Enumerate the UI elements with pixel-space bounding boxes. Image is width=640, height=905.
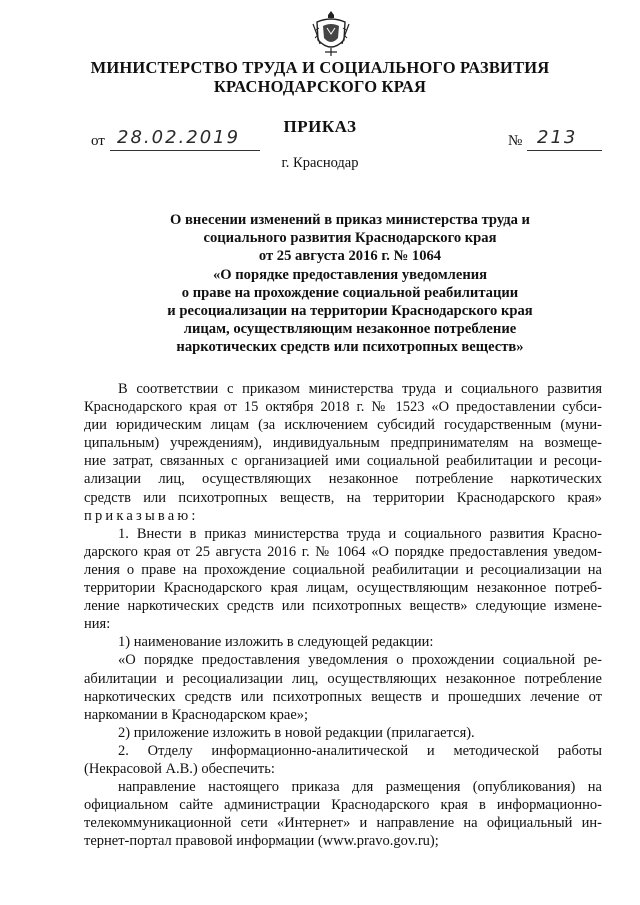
- body-line: дии юридическим лицам (за исключением субсидий государственным (муни-: [84, 417, 602, 434]
- body-line: тернет-портал правовой информации (www.pravo.gov.ru);: [84, 833, 439, 850]
- body-line: дарского края от 25 августа 2016 г. № 1064 «О порядке предоставления уведом-: [84, 543, 602, 560]
- body-line: средств или психотропных веществ, на территории Краснодарского края»: [84, 489, 602, 506]
- body-line: 1. Внести в приказ министерства труда и социального развития Красно-: [118, 525, 602, 542]
- document-type-title: ПРИКАЗ: [283, 117, 357, 136]
- body-line: 1) наименование изложить в следующей редакции:: [118, 634, 434, 651]
- body-line: наркотических средств или психотропных веществ и прошедших лечение от: [84, 688, 602, 705]
- ministry-name-line-1: МИНИСТЕРСТВО ТРУДА И СОЦИАЛЬНОГО РАЗВИТИЯ: [90, 58, 550, 77]
- body-line: официальном сайте администрации Краснодарского края в информационно-: [84, 797, 602, 814]
- body-line: В соответствии с приказом министерства труда и социального развития: [118, 381, 602, 397]
- subject-line: и ресоциализации на территории Краснодарского края: [167, 303, 533, 320]
- body-line: абилитации и ресоциализации лиц, осуществляющих незаконное потребление: [84, 670, 602, 687]
- order-body: [84, 380, 602, 850]
- date-underline: [110, 150, 260, 151]
- subject-line: О внесении изменений в приказ министерства труда и: [170, 212, 530, 228]
- subject-line: от 25 августа 2016 г. № 1064: [258, 248, 442, 265]
- handwritten-order-number: 213: [537, 127, 578, 148]
- city-line: г. Краснодар: [281, 155, 359, 171]
- body-line: ление наркотических средств или психотропных веществ» следующие измене-: [84, 598, 602, 615]
- body-line: 2. Отделу информационно-аналитической и методической работы: [118, 742, 602, 759]
- body-line: территории Краснодарского края лицам, осуществляющим незаконное потреб-: [84, 580, 602, 597]
- subject-line: «О порядке предоставления уведомления: [212, 266, 488, 283]
- body-line: (Некрасовой А.В.) обеспечить:: [84, 760, 275, 777]
- subject-line: лицам, осуществляющим незаконное потребление: [183, 321, 517, 338]
- body-line: направление настоящего приказа для размещения (опубликования) на: [118, 779, 602, 796]
- body-line: ления о праве на прохождение социальной реабилитации и ресоциализации на: [84, 561, 602, 578]
- ministry-name-line-2: КРАСНОДАРСКОГО КРАЯ: [213, 77, 427, 96]
- body-line-prikazyvayu: приказываю:: [84, 507, 199, 524]
- subject-line: наркотических средств или психотропных веществ»: [176, 339, 524, 356]
- krasnodar-coat-of-arms-emblem: [311, 8, 351, 58]
- number-prefix-label: №: [508, 133, 523, 149]
- subject-line: о праве на прохождение социальной реабилитации: [181, 284, 519, 301]
- body-line: 2) приложение изложить в новой редакции (прилагается).: [118, 724, 475, 741]
- body-line: наркомании в Краснодарском крае»;: [84, 706, 309, 723]
- body-line: ния:: [84, 616, 111, 633]
- body-line: ние затрат, связанных с организацией ими социальной реабилитации и ресоци-: [84, 453, 602, 470]
- subject-line: социального развития Краснодарского края: [203, 230, 497, 247]
- body-line: ализации лиц, осуществляющих незаконное потребление наркотических: [84, 471, 602, 488]
- body-line: Краснодарского края от 15 октября 2018 г. № 1523 «О предоставлении субси-: [84, 399, 602, 416]
- number-underline: [527, 150, 602, 151]
- handwritten-date: 28.02.2019: [117, 127, 241, 148]
- body-line: ципальным) учреждениям), индивидуальным предпринимателям на возмеще-: [84, 435, 602, 452]
- date-prefix-label: от: [91, 133, 105, 149]
- body-line: телекоммуникационной сети «Интернет» и направление на официальный ин-: [84, 815, 602, 832]
- body-line: «О порядке предоставления уведомления о прохождении социальной ре-: [118, 652, 602, 669]
- order-subject: [140, 211, 560, 357]
